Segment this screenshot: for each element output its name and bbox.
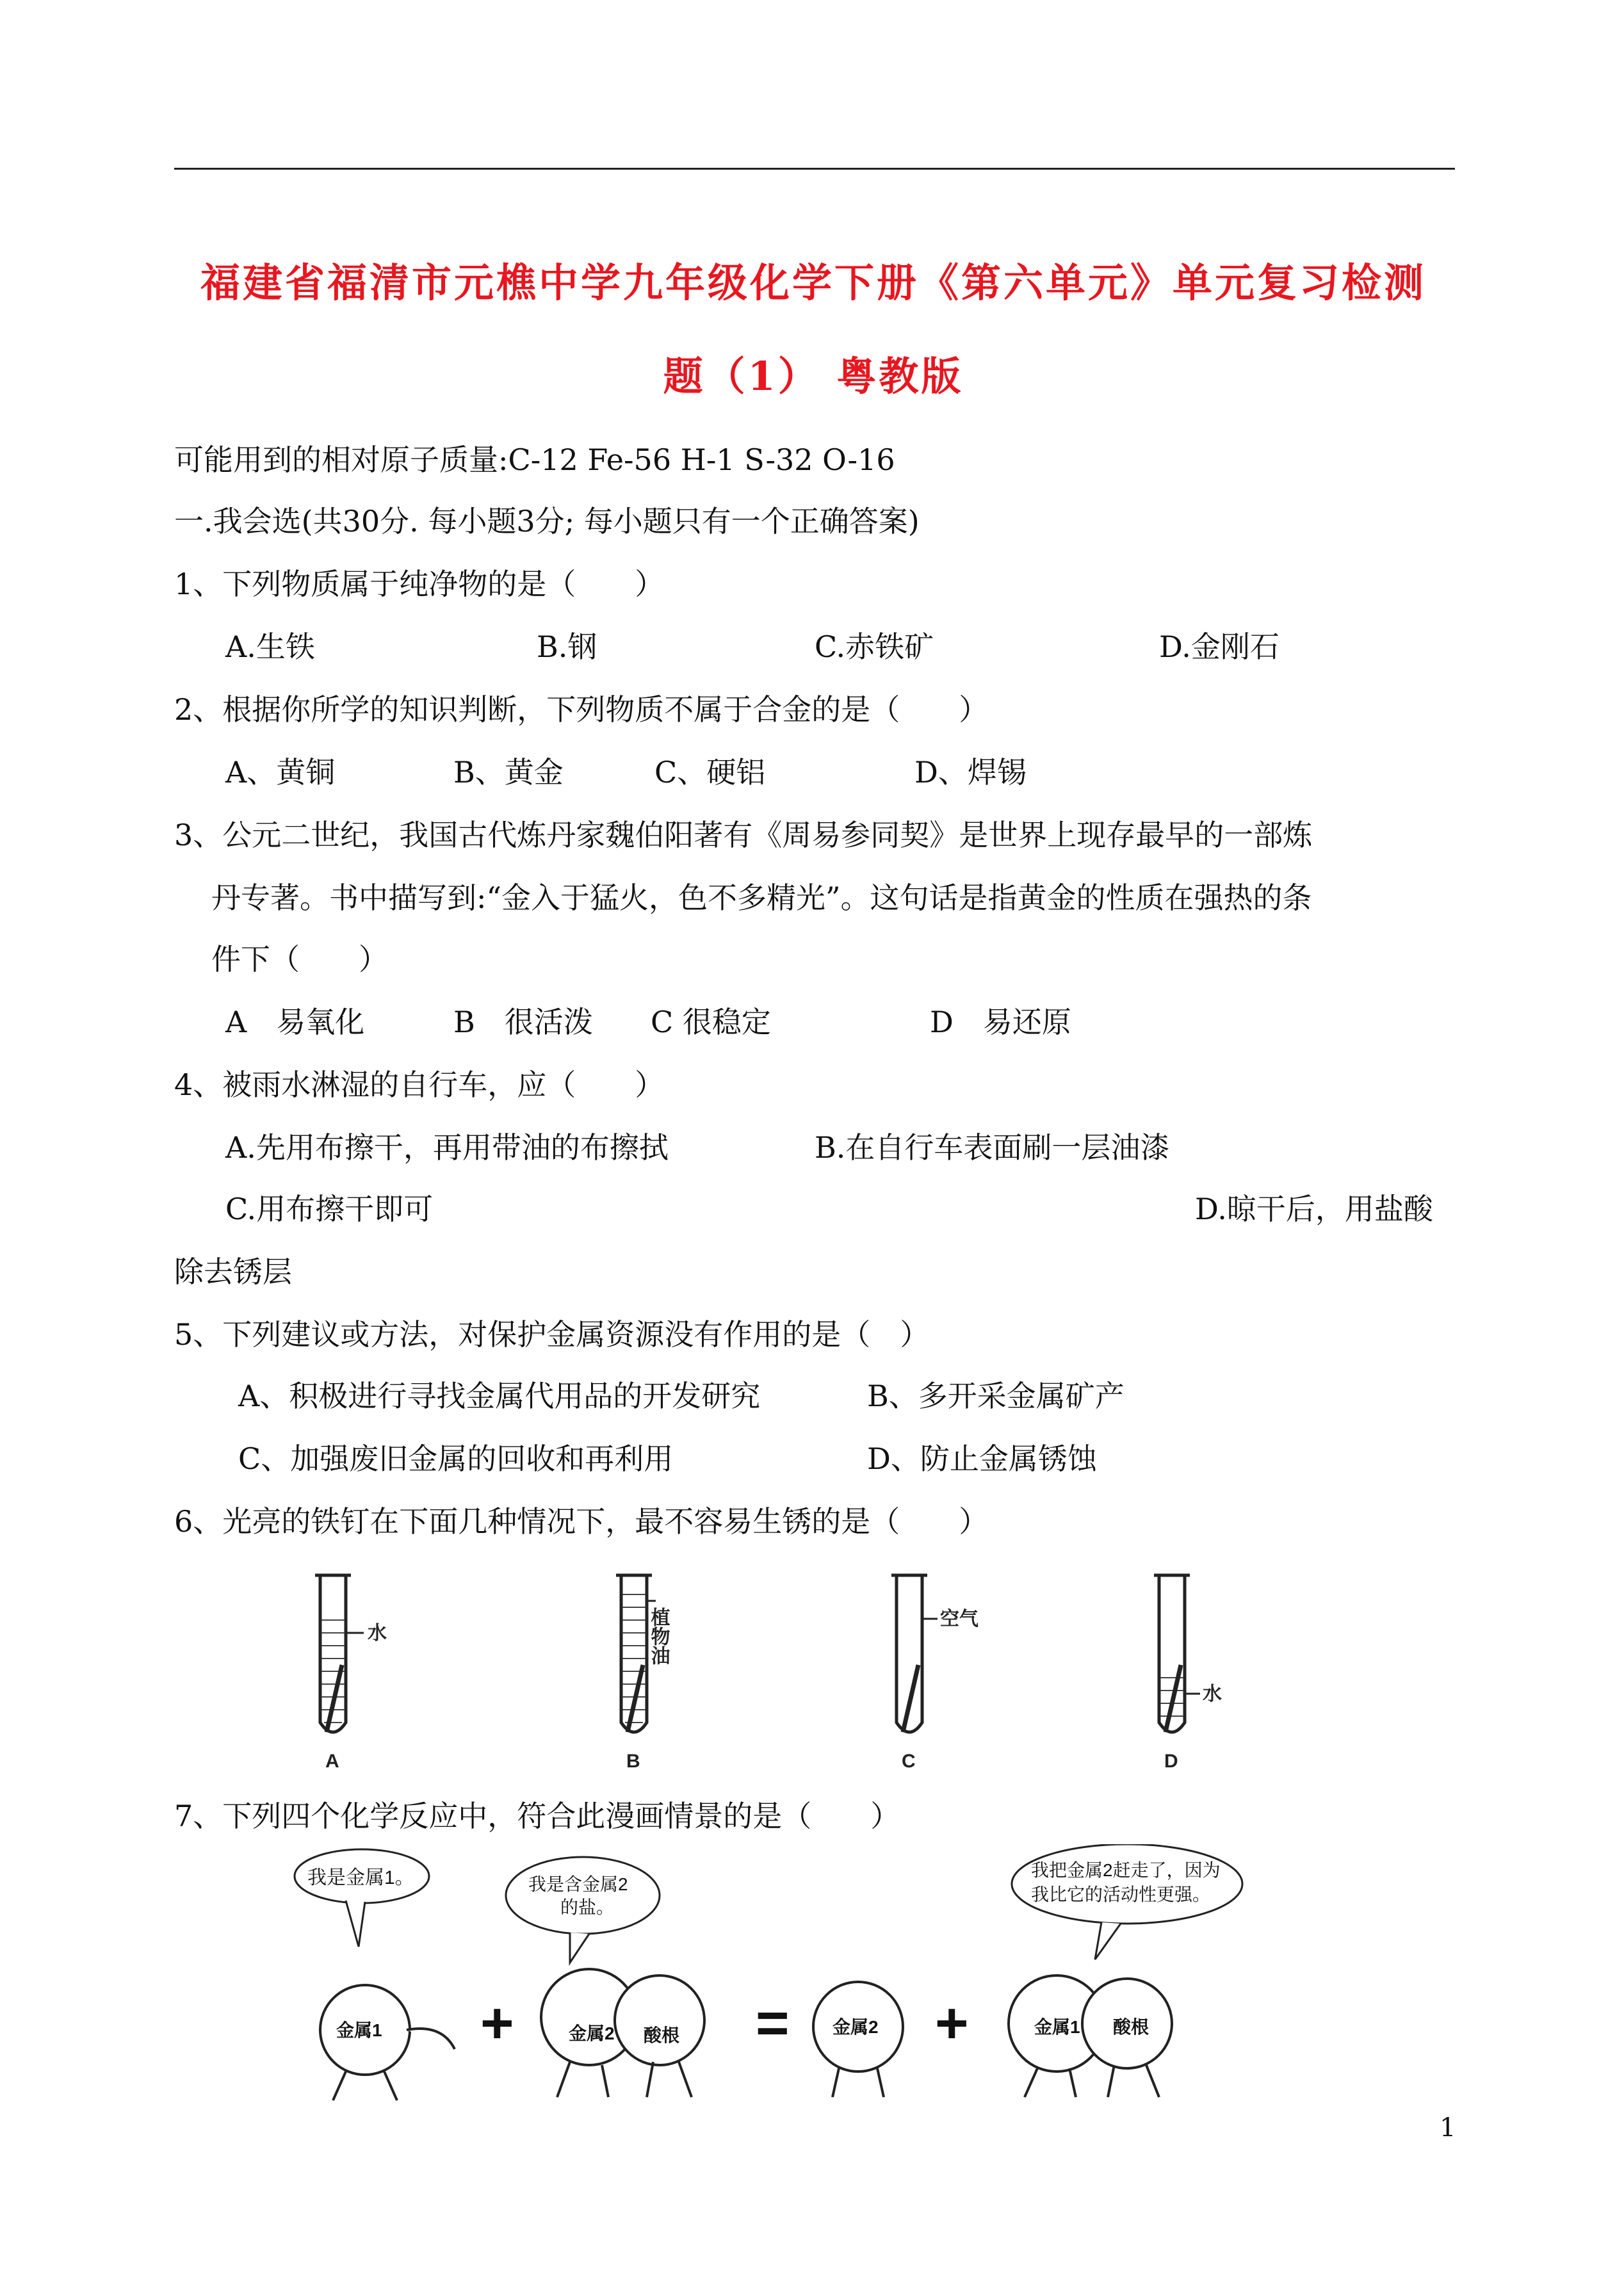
metal1-character: 金属1 (336, 2020, 382, 2040)
plus-sign-2: + (935, 1991, 969, 2056)
test-tube-c (891, 1575, 978, 1772)
metal1-product-character: 金属1 (1034, 2017, 1080, 2037)
page-title-line1: 福建省福清市元樵中学九年级化学下册《第六单元》单元复习检测 (200, 259, 1426, 306)
q3-option-b: B 很活泼 (453, 1005, 593, 1039)
question-5-stem: 5、下列建议或方法，对保护金属资源没有作用的是（ ） (174, 1317, 930, 1352)
page-title-line2: 题（1） 粤教版 (663, 353, 964, 400)
question-1-stem: 1、下列物质属于纯净物的是（ ） (174, 567, 665, 601)
q4-option-c: C.用布擦干即可 (225, 1192, 434, 1226)
tube-c-label: 空气 (940, 1609, 978, 1630)
q2-option-c: C、硬铝 (654, 755, 766, 790)
question-3-stem-line3: 件下（ ） (211, 942, 388, 977)
section-heading: 一.我会选(共30分. 每小题3分; 每小题只有一个正确答案) (174, 504, 920, 539)
q1-option-b: B.钢 (537, 629, 597, 664)
question-7-stem: 7、下列四个化学反应中，符合此漫画情景的是（ ） (174, 1799, 900, 1833)
tube-a-letter: A (325, 1751, 339, 1772)
q2-option-d: D、焊锡 (914, 755, 1027, 790)
tube-d-letter: D (1164, 1751, 1178, 1772)
page-number: 1 (1440, 2113, 1456, 2143)
tube-d-label: 水 (1203, 1683, 1222, 1705)
bubble-salt-line1: 我是含金属2 (528, 1874, 628, 1894)
acid-product-character: 酸根 (1113, 2017, 1149, 2037)
tube-b-label: 植物油 (647, 1607, 669, 1665)
q2-option-b: B、黄金 (453, 755, 564, 790)
q4-option-d-continued: 除去锈层 (174, 1254, 292, 1289)
test-tube-d (1154, 1575, 1222, 1772)
bubble-salt-line2: 的盐。 (560, 1897, 615, 1917)
bubble-displace-line2: 我比它的活动性更强。 (1031, 1885, 1211, 1904)
q4-option-a: A.先用布擦干，再用带油的布擦拭 (225, 1130, 669, 1165)
plus-sign-1: + (480, 1991, 514, 2056)
tube-a-label: 水 (368, 1623, 387, 1644)
question-3-stem-line2: 丹专著。书中描写到:“金入于猛火，色不多精光”。这句话是指黄金的性质在强热的条 (211, 880, 1312, 915)
bubble-displace-line1: 我把金属2赶走了，因为 (1031, 1860, 1221, 1880)
test-tube-b (616, 1575, 670, 1772)
test-tube-a (315, 1575, 387, 1772)
q5-option-a: A、积极进行寻找金属代用品的开发研究 (238, 1379, 761, 1413)
reaction-cartoon (269, 1844, 1319, 2113)
question-3-stem-line1: 3、公元二世纪，我国古代炼丹家魏伯阳著有《周易参同契》是世界上现存最早的一部炼 (174, 818, 1313, 852)
metal2-product-character: 金属2 (832, 2017, 879, 2037)
atomic-mass-note: 可能用到的相对原子质量:C-12 Fe-56 H-1 S-32 O-16 (174, 442, 895, 477)
tube-c-letter: C (902, 1751, 916, 1772)
bubble-metal1: 我是金属1。 (307, 1867, 414, 1888)
equals-sign: = (756, 1991, 790, 2056)
q4-option-b: B.在自行车表面刷一层油漆 (815, 1130, 1170, 1165)
tube-b-letter: B (626, 1751, 640, 1772)
q3-option-a: A 易氧化 (225, 1005, 365, 1039)
q3-option-c: C 很稳定 (651, 1005, 771, 1039)
q1-option-a: A.生铁 (225, 629, 315, 664)
test-tubes-figure (282, 1562, 1281, 1780)
q1-option-d: D.金刚石 (1159, 629, 1279, 664)
header-rule (174, 168, 1455, 170)
acid-character: 酸根 (644, 2025, 680, 2045)
q5-option-b: B、多开采金属矿产 (867, 1379, 1125, 1413)
q5-option-d: D、防止金属锈蚀 (867, 1441, 1097, 1476)
question-2-stem: 2、根据你所学的知识判断，下列物质不属于合金的是（ ） (174, 692, 989, 727)
metal2-character: 金属2 (569, 2023, 615, 2043)
q2-option-a: A、黄铜 (225, 755, 336, 790)
question-4-stem: 4、被雨水淋湿的自行车，应（ ） (174, 1067, 665, 1102)
question-6-stem: 6、光亮的铁钉在下面几种情况下，最不容易生锈的是（ ） (174, 1504, 989, 1539)
q1-option-c: C.赤铁矿 (815, 629, 934, 664)
q5-option-c: C、加强废旧金属的回收和再利用 (238, 1441, 674, 1476)
q4-option-d: D.晾干后，用盐酸 (1195, 1192, 1433, 1226)
q3-option-d: D 易还原 (930, 1005, 1071, 1039)
